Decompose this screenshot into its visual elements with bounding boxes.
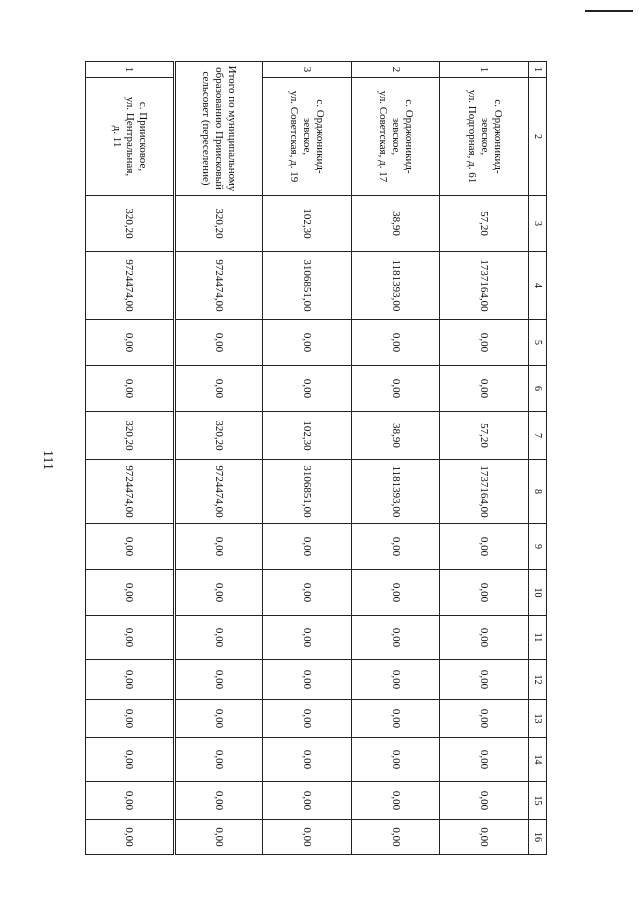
value-cell: 0,00: [263, 738, 352, 782]
table-row: [86, 62, 175, 855]
value-cell: 0,00: [174, 660, 263, 700]
value-cell: 1181393,00: [351, 252, 440, 320]
header-row: [528, 62, 546, 855]
value-cell: 0,00: [263, 320, 352, 366]
value-cell: 0,00: [86, 738, 175, 782]
address-cell: с. Приисковое, ул. Центральная, д. 11: [86, 78, 175, 196]
value-cell: 9724474,00: [86, 252, 175, 320]
value-cell: 1737164,00: [440, 460, 529, 524]
value-cell: 320,20: [86, 412, 175, 460]
value-cell: 0,00: [86, 524, 175, 570]
top-rule: [585, 10, 633, 12]
value-cell: 0,00: [86, 616, 175, 660]
col-header: 9: [528, 524, 546, 570]
value-cell: 0,00: [351, 524, 440, 570]
value-cell: 102,30: [263, 196, 352, 252]
value-cell: 1737164,00: [440, 252, 529, 320]
value-cell: 0,00: [440, 570, 529, 616]
value-cell: 0,00: [263, 820, 352, 855]
page-number: 111: [40, 450, 55, 470]
total-row: [174, 62, 263, 855]
col-header: 7: [528, 412, 546, 460]
value-cell: 0,00: [263, 570, 352, 616]
value-cell: 0,00: [263, 782, 352, 820]
row-number: 1: [86, 62, 175, 78]
value-cell: 0,00: [351, 366, 440, 412]
value-cell: 0,00: [351, 570, 440, 616]
value-cell: 0,00: [263, 700, 352, 738]
value-cell: 102,30: [263, 412, 352, 460]
value-cell: 0,00: [351, 738, 440, 782]
col-header: 6: [528, 366, 546, 412]
address-cell: с. Орджоникид- зевское, ул. Подгорная, д. 61: [440, 78, 529, 196]
col-header: 13: [528, 700, 546, 738]
value-cell: 0,00: [174, 738, 263, 782]
col-header: 3: [528, 196, 546, 252]
value-cell: 0,00: [86, 320, 175, 366]
value-cell: 0,00: [440, 660, 529, 700]
value-cell: 0,00: [263, 616, 352, 660]
col-header: 1: [528, 62, 546, 78]
col-header: 14: [528, 738, 546, 782]
value-cell: 3106851,00: [263, 252, 352, 320]
value-cell: 0,00: [174, 616, 263, 660]
col-header: 11: [528, 616, 546, 660]
value-cell: 0,00: [440, 820, 529, 855]
value-cell: 0,00: [174, 782, 263, 820]
table-row: [351, 62, 440, 855]
address-cell: с. Орджоникид- зевское, ул. Советская, д. 19: [263, 78, 352, 196]
col-header: 5: [528, 320, 546, 366]
value-cell: 0,00: [174, 320, 263, 366]
value-cell: 320,20: [174, 412, 263, 460]
col-header: 8: [528, 460, 546, 524]
value-cell: 0,00: [86, 570, 175, 616]
col-header: 16: [528, 820, 546, 855]
value-cell: 0,00: [86, 366, 175, 412]
value-cell: 0,00: [86, 660, 175, 700]
value-cell: 0,00: [440, 320, 529, 366]
col-header: 10: [528, 570, 546, 616]
value-cell: 0,00: [440, 366, 529, 412]
value-cell: 3106851,00: [263, 460, 352, 524]
value-cell: 9724474,00: [86, 460, 175, 524]
row-number: 3: [263, 62, 352, 78]
value-cell: 0,00: [174, 570, 263, 616]
value-cell: 320,20: [86, 196, 175, 252]
col-header: 12: [528, 660, 546, 700]
value-cell: 0,00: [174, 820, 263, 855]
value-cell: 38,90: [351, 412, 440, 460]
col-header: 15: [528, 782, 546, 820]
value-cell: 0,00: [440, 782, 529, 820]
value-cell: 0,00: [351, 820, 440, 855]
value-cell: 0,00: [263, 660, 352, 700]
value-cell: 0,00: [351, 782, 440, 820]
row-number: 2: [351, 62, 440, 78]
total-label: Итого по муниципальному образованию Приисковый сельсовет (переселение): [174, 62, 263, 196]
value-cell: 0,00: [263, 366, 352, 412]
value-cell: 0,00: [86, 700, 175, 738]
value-cell: 0,00: [440, 738, 529, 782]
value-cell: 0,00: [440, 700, 529, 738]
col-header: 4: [528, 252, 546, 320]
value-cell: 0,00: [351, 700, 440, 738]
value-cell: 0,00: [86, 820, 175, 855]
value-cell: 1181393,00: [351, 460, 440, 524]
value-cell: 57,20: [440, 196, 529, 252]
col-header: 2: [528, 78, 546, 196]
relocation-table: [85, 61, 547, 854]
data-table: [85, 61, 547, 855]
value-cell: 0,00: [263, 524, 352, 570]
value-cell: 38,90: [351, 196, 440, 252]
row-number: 1: [440, 62, 529, 78]
value-cell: 57,20: [440, 412, 529, 460]
table-row: [440, 62, 529, 855]
value-cell: 0,00: [440, 524, 529, 570]
value-cell: 320,20: [174, 196, 263, 252]
value-cell: 0,00: [351, 616, 440, 660]
value-cell: 9724474,00: [174, 460, 263, 524]
value-cell: 0,00: [351, 320, 440, 366]
value-cell: 9724474,00: [174, 252, 263, 320]
table-row: [263, 62, 352, 855]
value-cell: 0,00: [174, 700, 263, 738]
value-cell: 0,00: [174, 524, 263, 570]
value-cell: 0,00: [440, 616, 529, 660]
address-cell: с. Орджоникид- зевское, ул. Советская, д. 17: [351, 78, 440, 196]
value-cell: 0,00: [351, 660, 440, 700]
value-cell: 0,00: [86, 782, 175, 820]
value-cell: 0,00: [174, 366, 263, 412]
